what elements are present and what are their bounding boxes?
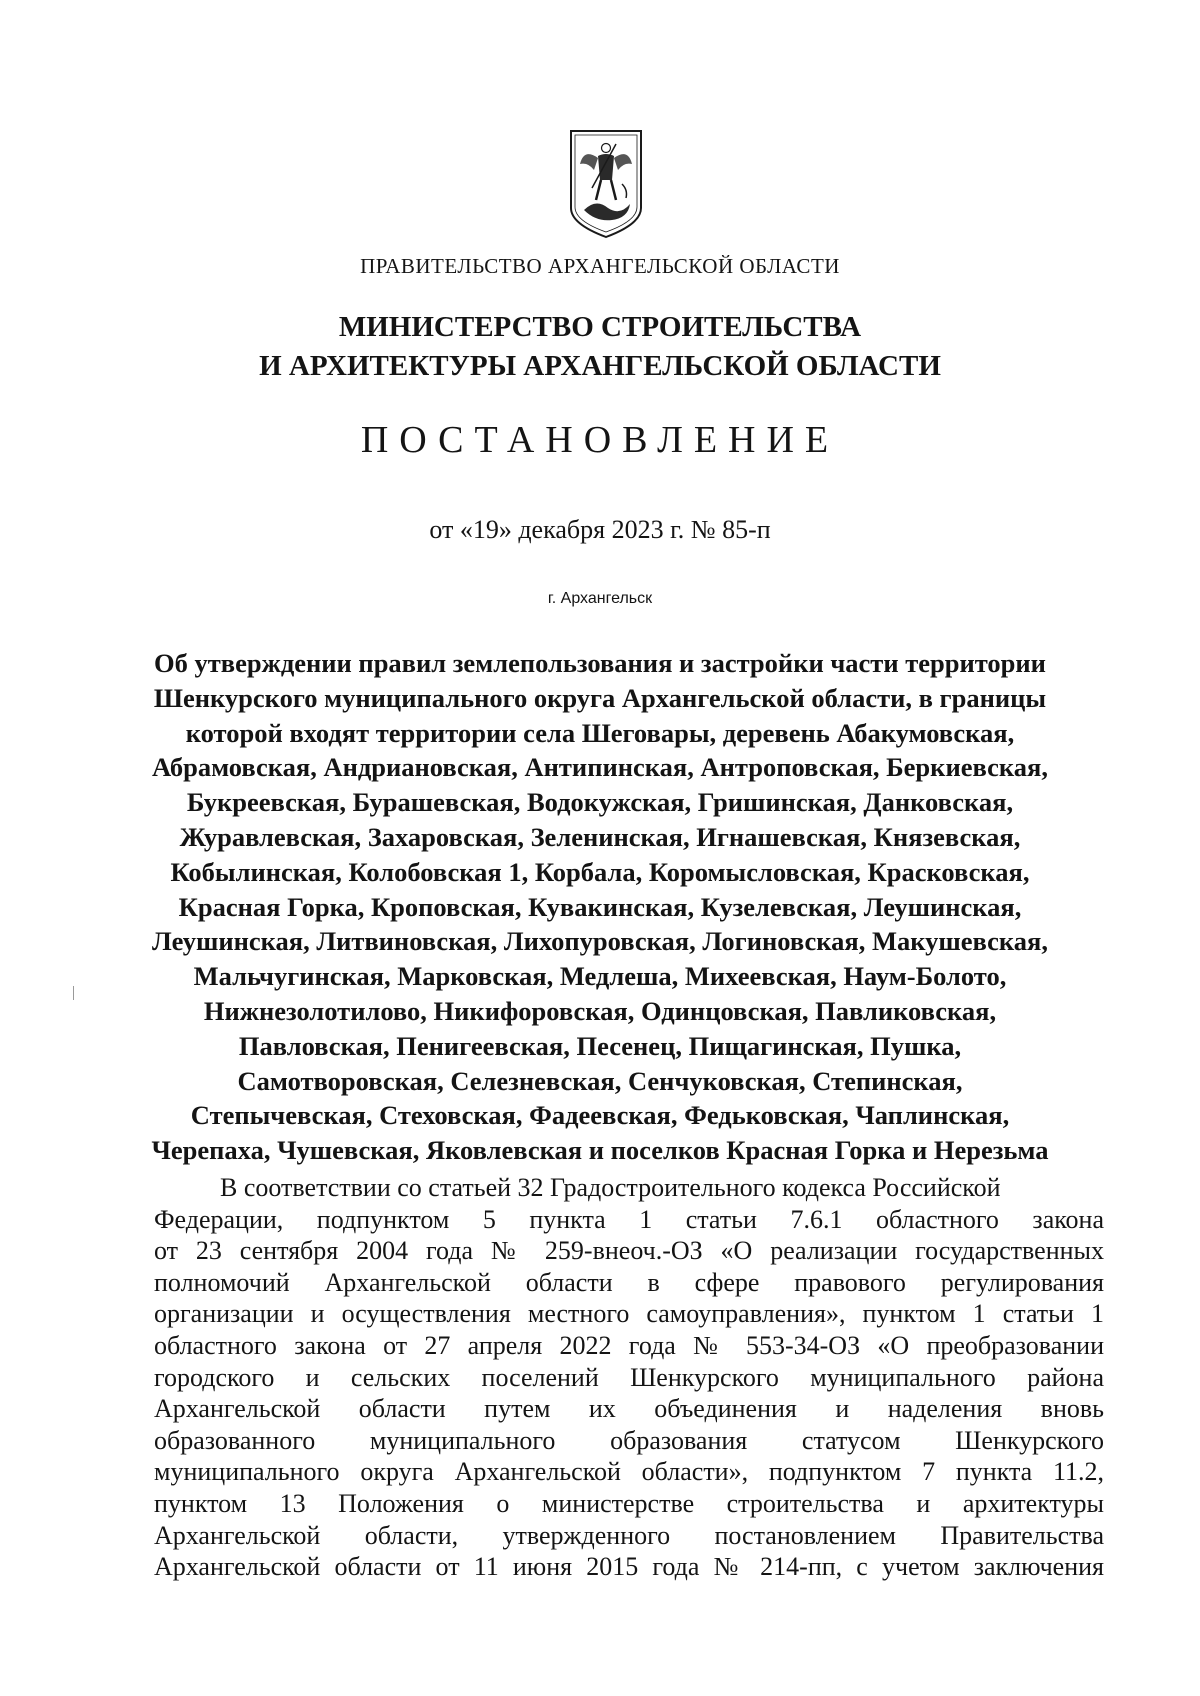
- title-line: Степычевская, Стеховская, Фадеевская, Федьковская, Чаплинская,: [190, 1100, 1010, 1131]
- title-line: Самотворовская, Селезневская, Сенчуковская, Степинская,: [237, 1065, 963, 1096]
- body-line: Федерации, подпунктом 5 пункта 1 статьи 7.6.1 областного закона: [154, 1204, 1104, 1234]
- title-line: Об утверждении правил землепользования и застройки части территории: [154, 648, 1046, 678]
- body-line: В соответствии со статьей 32 Градостроительного кодекса Российской: [220, 1173, 1001, 1202]
- title-line: Шенкурского муниципального округа Архангельской области, в границы: [153, 682, 1047, 713]
- body-line: от 23 сентября 2004 года № 259-внеоч.-ОЗ «О реализации государственных: [154, 1236, 1104, 1266]
- body-line: городского и сельских поселений Шенкурского муниципального района: [154, 1362, 1104, 1392]
- title-line: Букреевская, Бурашевская, Водокужская, Гришинская, Данковская,: [186, 787, 1014, 818]
- body-line: образованного муниципального образования статусом Шенкурского: [154, 1425, 1104, 1455]
- coat-of-arms-emblem: [568, 128, 644, 240]
- title-line: Кобылинская, Колобовская 1, Корбала, Коромысловская, Красковская,: [170, 856, 1030, 887]
- ministry-name-line: МИНИСТЕРСТВО СТРОИТЕЛЬСТВА: [338, 311, 862, 343]
- title-line: Журавлевская, Захаровская, Зеленинская, Игнашевская, Князевская,: [179, 821, 1021, 852]
- title-line: Черепаха, Чушевская, Яковлевская и поселков Красная Горка и Нерезьма: [151, 1135, 1049, 1166]
- body-line: пунктом 13 Положения о министерстве строительства и архитектуры: [154, 1488, 1104, 1518]
- title-line: Красная Горка, Кроповская, Кувакинская, Кузелевская, Леушинская,: [178, 891, 1022, 922]
- title-line: Абрамовская, Андриановская, Антипинская, Антроповская, Беркиевская,: [152, 752, 1048, 783]
- body-line: Архангельской области, утвержденного постановлением Правительства: [154, 1520, 1104, 1550]
- government-name: ПРАВИТЕЛЬСТВО АРХАНГЕЛЬСКОЙ ОБЛАСТИ: [360, 254, 840, 278]
- ministry-name-line: И АРХИТЕКТУРЫ АРХАНГЕЛЬСКОЙ ОБЛАСТИ: [259, 350, 941, 382]
- title-line: Нижнезолотилово, Никифоровская, Одинцовская, Павликовская,: [203, 995, 997, 1026]
- title-line: Мальчугинская, Марковская, Медлеша, Михеевская, Наум-Болото,: [193, 961, 1007, 992]
- ministry-name: [0, 308, 1200, 386]
- body-line: муниципального округа Архангельской области», подпунктом 7 пункта 11.2,: [154, 1457, 1104, 1487]
- body-line: Архангельской области путем их объединения и наделения вновь: [154, 1394, 1104, 1424]
- document-city: г. Архангельск: [547, 590, 653, 607]
- document-title: [140, 646, 1060, 1168]
- body-line: полномочий Архангельской области в сфере правового регулирования: [154, 1267, 1104, 1297]
- scan-margin-mark: [73, 986, 74, 1000]
- title-line: Леушинская, Литвиновская, Лихопуровская, Логиновская, Макушевская,: [152, 926, 1048, 957]
- title-line: которой входят территории села Шеговары, деревень Абакумовская,: [185, 717, 1015, 748]
- document-type-heading: ПОСТАНОВЛЕНИЕ: [360, 419, 840, 461]
- coat-of-arms-icon: [568, 128, 644, 240]
- document-date-number: от «19» декабря 2023 г. № 85-п: [429, 515, 771, 544]
- title-line: Павловская, Пенигеевская, Песенец, Пищагинская, Пушка,: [238, 1030, 962, 1061]
- body-paragraph: [154, 1172, 1104, 1583]
- body-line: областного закона от 27 апреля 2022 года № 553-34-ОЗ «О преобразовании: [154, 1330, 1104, 1360]
- body-line: организации и осуществления местного самоуправления», пунктом 1 статьи 1: [154, 1299, 1104, 1329]
- body-line: Архангельской области от 11 июня 2015 года № 214-пп, с учетом заключения: [154, 1552, 1104, 1582]
